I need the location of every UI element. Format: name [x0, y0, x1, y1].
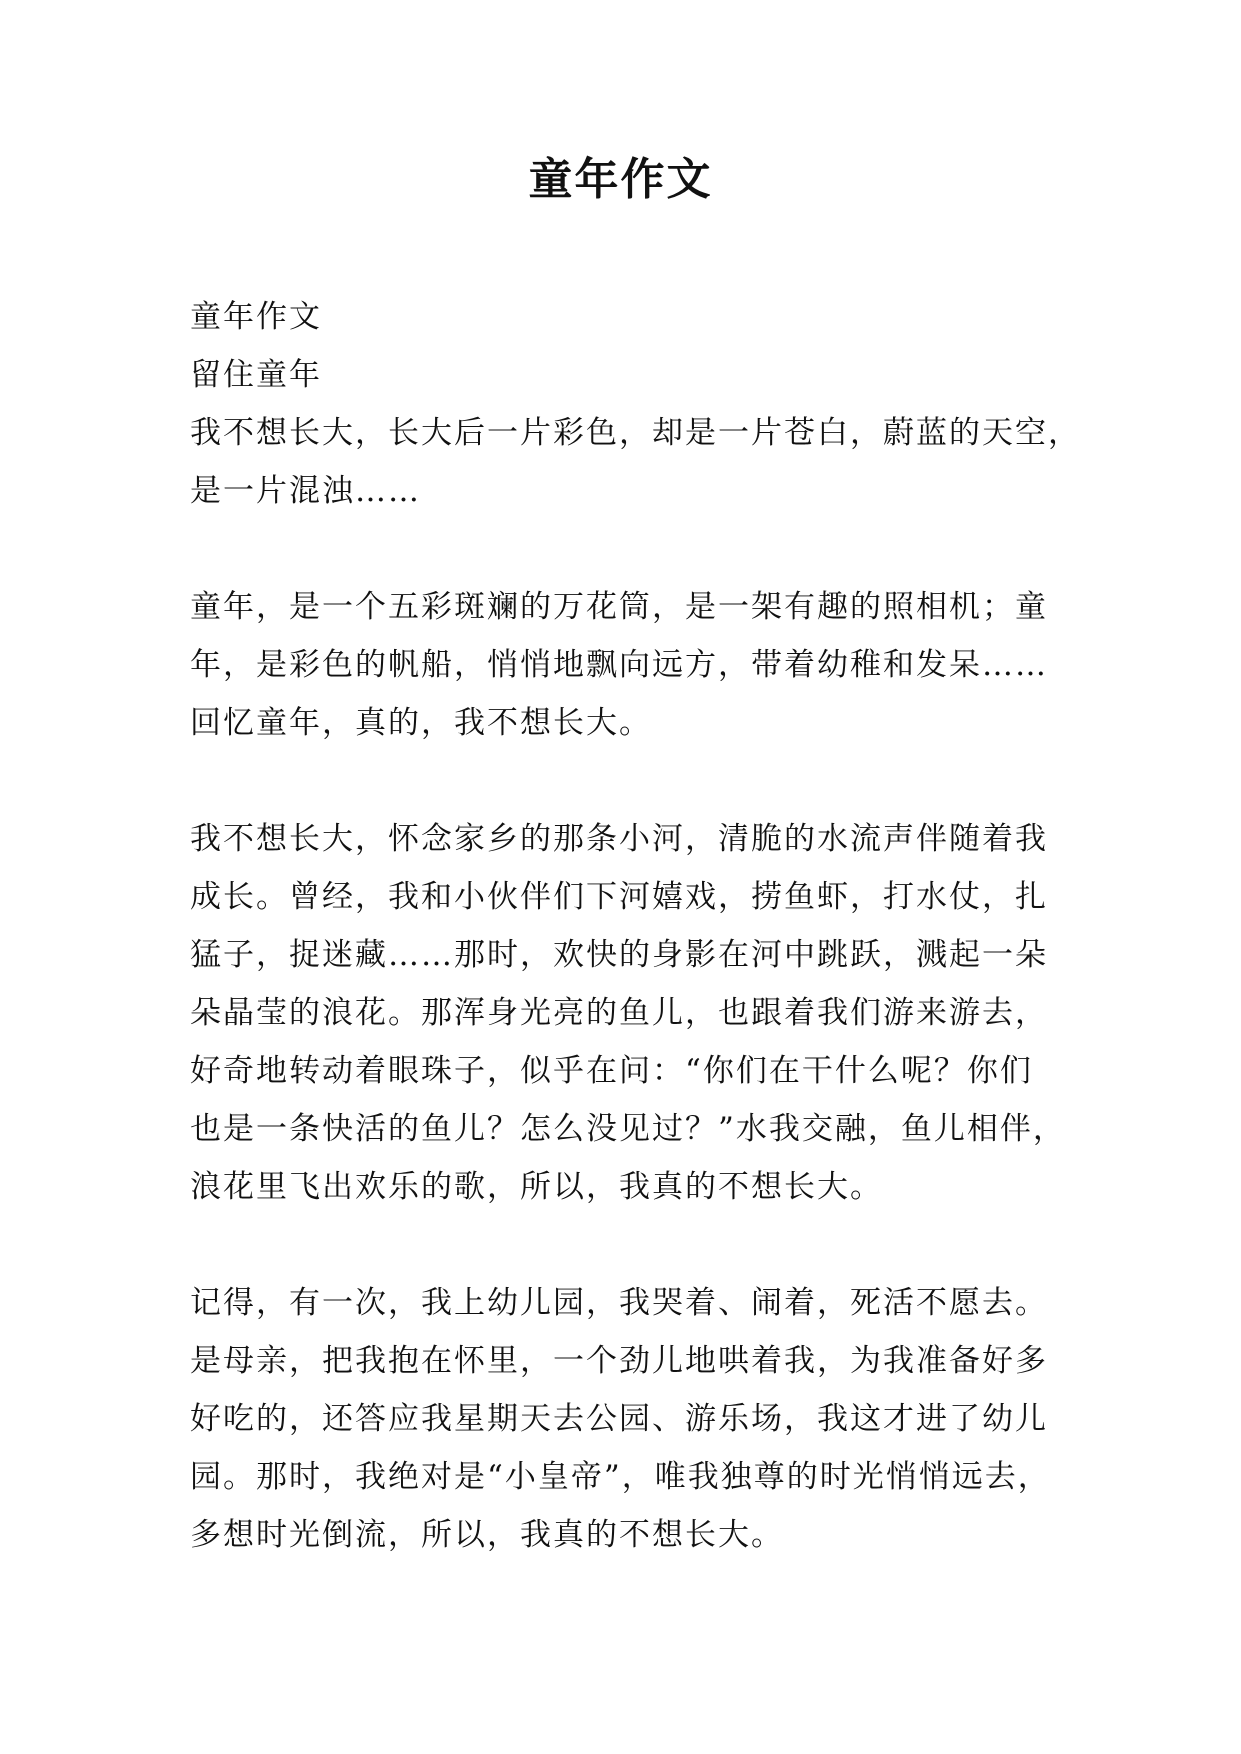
text-line: 记得，有一次，我上幼儿园，我哭着、闹着，死活不愿去。 — [190, 1285, 1048, 1321]
paragraph-spacer — [190, 520, 1070, 578]
text-line: 朵晶莹的浪花。那浑身光亮的鱼儿，也跟着我们游来游去， — [190, 995, 1048, 1031]
text-line: 是母亲，把我抱在怀里，一个劲儿地哄着我，为我准备好多 — [190, 1343, 1048, 1379]
paragraph-spacer — [190, 1216, 1070, 1274]
text-line: 是一片混浊…… — [190, 473, 421, 509]
text-line: 成长。曾经，我和小伙伴们下河嬉戏，捞鱼虾，打水仗，扎 — [190, 879, 1048, 915]
text-line: 也是一条快活的鱼儿？怎么没见过？”水我交融，鱼儿相伴， — [190, 1111, 1066, 1147]
text-line: 童年，是一个五彩斑斓的万花筒，是一架有趣的照相机；童 — [190, 589, 1048, 625]
text-line: 好奇地转动着眼珠子，似乎在问：“你们在干什么呢？你们 — [190, 1053, 1033, 1089]
text-line: 我不想长大，怀念家乡的那条小河，清脆的水流声伴随着我 — [190, 821, 1048, 857]
paragraph-spacer — [190, 752, 1070, 810]
text-line: 多想时光倒流，所以，我真的不想长大。 — [190, 1517, 784, 1553]
text-line: 好吃的，还答应我星期天去公园、游乐场，我这才进了幼儿 — [190, 1401, 1048, 1437]
text-line: 浪花里飞出欢乐的歌，所以，我真的不想长大。 — [190, 1169, 883, 1205]
text-line: 我不想长大，长大后一片彩色，却是一片苍白，蔚蓝的天空， — [190, 415, 1081, 451]
text-line: 年，是彩色的帆船，悄悄地飘向远方，带着幼稚和发呆…… — [190, 647, 1048, 683]
text-line: 童年作文 — [190, 299, 322, 335]
text-line: 回忆童年，真的，我不想长大。 — [190, 705, 652, 741]
document-title: 童年作文 — [528, 154, 713, 205]
text-line: 园。那时，我绝对是“小皇帝”，唯我独尊的时光悄悄远去， — [190, 1459, 1051, 1495]
document-body — [190, 288, 1081, 1564]
text-line: 猛子，捉迷藏……那时，欢快的身影在河中跳跃，溅起一朵 — [190, 937, 1048, 973]
text-line: 留住童年 — [190, 357, 322, 393]
